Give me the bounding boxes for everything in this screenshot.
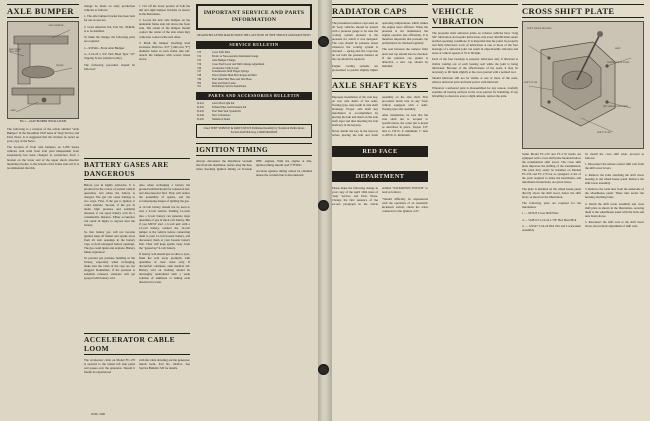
table-row — [196, 117, 312, 121]
install-step: 1. Disconnect the remote control shift rods from the shift tower levers. — [585, 162, 644, 171]
paragraph: change be made on early production vehicles as follows: — [84, 4, 135, 13]
dealer-bulletin-note: DEALER BULLETINS MAILED SINCE THE LAST ISSUE OF 'JEEP' SERVICE AND PARTS NEWS — [197, 33, 311, 37]
paragraph: "Should difficulty be experienced with the operation of an automatic kickdown switch, check the wires connected to the ignition coil". — [382, 196, 428, 213]
battery-gases-body — [84, 183, 190, 329]
paragraph: Always disconnect the distributor vacuum line from the distributor, before plug the line, when checking ignition timing on Tornado OHC engines. With the engine at idle, ignition timing should read 5° BTDC. — [196, 158, 312, 171]
section-title-radiator-caps: RADIATOR CAPS — [332, 4, 428, 18]
bulletin-text: Exhaust Pipe and Extension Kit — [212, 106, 247, 110]
paragraph: with the cable abrading out the generator, install loom, Part No. 644011, See Service Bulletin 726 for details. — [139, 358, 190, 371]
bulletin-text: Fuel Tank Filler Hose and Vent Hose — [212, 77, 252, 81]
bulletin-text: New Carburetors — [212, 113, 231, 117]
axle-shaft-keys-body — [332, 95, 428, 139]
column-axle-bumper — [7, 4, 79, 417]
paragraph: To install the cross shift plate, proceed as follows: — [585, 152, 644, 161]
bulletin-text: Cross Shift Plate — [212, 51, 231, 55]
bulletin-number: 748 — [197, 74, 202, 78]
red-face-title: RED FACE — [332, 146, 428, 157]
column-bulletins — [196, 4, 312, 417]
figure-label: WHEEL HOUSE PANEL — [607, 62, 630, 64]
paragraph: The following parts are required for the installation: — [522, 200, 581, 209]
section-title-battery-gases: BATTERY GASES ARE DANGEROUS — [84, 158, 190, 180]
bulletin-text: Erratic or Non-operative Instrument Gauge — [212, 55, 259, 59]
paragraph: Each of the four bearings is properly lubricated only if lubricant is visible coming out of each bearing seal while the joint is being lubricated. Because of the effectiveness of the seals, it may be necessary to lift them slightly at the cross journal with a pointed tool. — [432, 57, 518, 74]
figure-caption: FIG. 1—AXLE BUMPER INSTALLATION — [19, 120, 67, 123]
accelerator-body — [84, 358, 190, 374]
parts-line: 4 — 122547 5-16-24 Hex Nut and Lockwasher Assembly — [522, 224, 581, 233]
paragraph: 1. Cut off the lower portion of both the left and right bumper brackets as shown in the illustration. — [139, 4, 190, 17]
paragraph: The location of front axle bumpers on J-200 Series vehicles with solid front axle (and independent front suspension) has been changed in production from a bracket on the lower end of the upper shock absorber mounting bracket, to the bottom of the frame side rail. It is recommended that this — [7, 145, 79, 170]
paragraph: The pressurized radiator caps used on all 'Jeep' vehicles should be treated with a pressure gauge to be sure the cooling system pressure is the pressure for which it was designed. The caps should be pressure tested whenever the cooling system is checked — spring and fall. Caps that do not hold the pressure marked on the cap should be replaced. — [332, 21, 378, 62]
bulletin-text: Glove Box Light Kit — [212, 102, 235, 106]
bulletin-text: Transmission Shift Finger Springs — [212, 70, 249, 74]
bulletin-number: 723 — [197, 51, 202, 55]
figure-label: AXLE BUMPER — [48, 25, 64, 27]
paragraph: To make the change, the following parts are required: — [84, 35, 135, 44]
bulletin-number: D-243 — [197, 110, 204, 114]
paragraph: Accurate ignition timing cannot be obtained unless the vacuum line is disconnected. — [256, 168, 312, 177]
paragraph: Some Model FC-150 and FC-170 trucks are equipped with a cross shift plate mounted below the transmission shift tower. The cross shift plate improves the shifting of the transmission. The plate may easily be installed on Models FC-150 and FC-170 not so equipped. A list of the parts required to make the installation, and installation instructions, are given below. — [522, 152, 581, 185]
binder-hole-icon — [318, 200, 329, 211]
paragraph: To prevent gas pressure building in the battery, especially when recharging, make sure the vents in the caps are not plugged. Remember, if the pressure is suddenly released, someone will get sprayed with battery acid. — [84, 256, 135, 281]
paragraph: The plate is installed on the wheel house panel directly above the shift tower, below the shift lever, as shown in the illustration. — [522, 186, 581, 199]
binder-hole-icon — [318, 36, 329, 47]
bulletin-text: Preliminary Service Installation — [212, 85, 247, 89]
binder-hole-icon — [318, 364, 329, 375]
cross-shift-plate-figure — [522, 21, 644, 149]
paragraph: The seal between the radiator filler neck and cap should also be checked. If the pressure cap gasket is defective, a new cap should be installed. — [382, 47, 428, 68]
axle-bumper-body — [7, 127, 79, 170]
paragraph: Never install the key in the keyway before placing the hub and drum assembly on the axle shaft. This procedure holds true in any 'Jeep' vehicle equipped with a semi-floating type axle assembly. — [332, 94, 428, 138]
column-cross-shift-plate — [522, 4, 644, 417]
paragraph: After installation, be sure that the axle shaft nut is torqued to specifications, the cotter pin is keyed as described in place. Torque 5-8" nuts to 150 lb. ft. minimum, 1" nuts to 200 lb. ft. minimum. — [382, 113, 428, 138]
paragraph: The propeller shaft universal joints on 2-Series vehicles have "long life" lubrication and require lubrication only every $6,000 miles under normal operating conditions. It is important that the joints be properly and fully lubricated. Lack of lubrication at one or more of the four bearings of a universal joint can result in objectionable vibration and noise at vehicle speeds of 55 to 60 mph. — [432, 31, 518, 56]
paragraph: If battery acid should get on skin or eyes, flush the acid away promptly with quantities of clear water only. If discomfort continues, seek medical aid. Battery acid on clothing should be thoroughly neutralized with a weak solution of ammonia or baking soda dissolved in water. — [139, 252, 190, 285]
bulletin-number: D-245 — [197, 117, 204, 121]
bulletin-text: Axle Bumper Change — [212, 59, 236, 63]
publisher-note: Used 'JEEP' SERVICE & PARTS NEWS Published monthly by Technical Publications Section KAISER Jeep CORPORATION — [196, 124, 312, 138]
ignition-timing-body — [196, 159, 312, 177]
paragraph: Also when recharging a battery the ground terminal should be connected last, and disconnected first. Thus will reduce the possibility of sparks, and the accompanying danger of igniting the gas. — [139, 183, 190, 204]
paragraph: So that battery gas will not become ignited, keep all flames and sparks away from all vent openings in the battery caps, or from uncapped battery openings. The gas could ignite and explode. Battery fumes cigarettes! — [84, 229, 135, 254]
paragraph: The following is a revision of the article entitled "Axle Bumper" in the December 1947 issue of 'Jeep' Service and Parts News. It is suggested that the revision be noted on your copy of the News. — [7, 127, 79, 144]
bulletin-number: D-244 — [197, 113, 204, 117]
bulletin-number: 760 — [197, 81, 202, 85]
column-radiator-caps — [332, 4, 428, 417]
table-row — [196, 85, 312, 89]
figure-label: NUT AND LOCKWASHER — [603, 106, 629, 108]
department-title: DEPARTMENT — [332, 171, 428, 182]
bulletin-text: Fuel Tank Vent System Kit — [212, 110, 241, 114]
paragraph: Should lubricant still not be visible at one or more of the seals, remove universal joint and hand pack it with lubricant. — [432, 75, 518, 84]
axle-bumper-continued — [84, 4, 190, 154]
service-bulletin-bar: SERVICE BULLETIN — [196, 41, 312, 49]
section-title-vehicle-vibration: VEHICLE VIBRATION — [432, 4, 518, 28]
parts-line: 1 — 937625 Cross Shift Plate — [522, 211, 559, 216]
bulletin-text: Non-Cylinder Head Bolt Torque and Bolt — [212, 74, 257, 78]
install-step: 5. Reconnect the shift rods to the shift tower levers and recheck adjustment of shift rods. — [585, 220, 644, 229]
section-title-cross-shift-plate: CROSS SHIFT PLATE — [522, 4, 644, 18]
paragraph: 1—933546—Front Axle Bumper — [84, 45, 125, 50]
paragraph: Before you in highly explosive. It is produced in the course of normal vehicle operation, and when the battery is charged. The gas can cause damage to two ways. First, if the gas is ignited, it could explode. Second, if the gas in under high pressure and suddenly released, it can spray battery acid for a considerable distance. Either occurrence can result in injury to anyone near the battery. — [84, 183, 135, 228]
install-step: 3. Remove the weld nuts from the underside of the wheelhouse panel. These nuts secure the housing attaching bolts. — [585, 187, 644, 200]
bulletin-number: D-242 — [197, 106, 204, 110]
column-battery — [84, 4, 190, 417]
install-step: 2. Remove the bolts attaching the shift tower housing to the wheel house panel. Remove the shift tower assembly. — [585, 172, 644, 185]
figure-label: BOLT — [615, 48, 621, 50]
figure-label: AXLE — [10, 110, 16, 112]
paragraph: The accelerator cable on Model FC-170 is secured to the tunnel left side panel and passes over the generator. Should it finally be experienced — [84, 358, 135, 375]
figure-label: FRAME — [56, 65, 64, 67]
bulletin-number: 726 — [197, 62, 202, 66]
section-title-ignition-timing: IGNITION TIMING — [196, 143, 312, 156]
bulletin-text: Cross Shaft Lever and Shift Linkage Adjustment — [212, 62, 265, 66]
paragraph: A 12-volt battery should not be used to start a 6-volt vehicle. Pushing 12-volts into a 6-volt battery can generate large quantities of gas in the 6-volt battery. But if you MUST start a 6-volt unit with a 12-volt battery, connect the 12-volt jumper to the vehicle before connecting them to your 12-volt booster battery, and disconnect them at your booster battery first. Then will keep sparks away from the "gassed up" 6-volt battery. — [139, 205, 190, 250]
paragraph: Please make the following change in your copy of the April 1964 issue of 'Jeep' Service and Parts News. Change the first sentence of the second paragraph in the article entitled "KICKDOWN SWITCH" to read as follows: — [332, 186, 428, 207]
bulletin-number: 747 — [197, 70, 202, 74]
figure-label: MOUNTING BRACKET — [9, 49, 21, 54]
section-title-axle-shaft-keys: AXLE SHAFT KEYS — [332, 78, 428, 92]
parts-bulletin-bar: PARTS AND ACCESSORIES BULLETIN — [196, 92, 312, 100]
parts-bulletin-table — [196, 102, 312, 121]
paragraph: Engine cooling systems are pressurized to permit slightly higher operating temperatures which makes the engine more efficient. When the pressure is not maintained, the engine operates less efficiently. It is therefore important that pressure cap performance be checked regularly. — [332, 21, 428, 72]
paragraph: 2. Locate the new axle bumper on the underside frame side rail above the front axle. The center of the bumper should contact the center of the axle when they come into contact with each other. — [139, 18, 190, 39]
paragraph: 2. Load Absorber Kit, Part No. 934046, is to be installed. — [84, 24, 135, 33]
important-info-box: IMPORTANT SERVICE AND PARTS INFORMATION — [196, 4, 312, 30]
paragraph: Improper installation of the axle key, on rear axle shafts of the semi-floating type, may result in axle shaft breakage. Proper axle shaft key installation is accomplished by placing the hub and drum on the axle shaft taper and then inserting the axle shaft key in the keyway. — [332, 94, 378, 127]
bulletin-number: 724 — [197, 55, 202, 59]
section-title-accelerator-cable-loom: ACCELERATOR CABLE LOOM — [84, 333, 190, 355]
paragraph: The following procedure should be followed: — [84, 62, 135, 71]
bulletin-text: Dust and Water Leaks — [212, 81, 236, 85]
radiator-caps-body — [332, 21, 428, 72]
bulletin-number: 761 — [197, 85, 202, 89]
figure-label: SHIFT LEVER — [597, 132, 611, 134]
vehicle-vibration-body — [432, 31, 518, 98]
install-step: 4. Install the shift tower assembly and cross shift plate as shown in the illustration, securing them to the wheelhouse panel with the bolts and nuts listed above. — [585, 201, 644, 218]
figure-label: SHIFT PLATE — [524, 82, 538, 84]
figure-label: SHIFT TOWER HOUSING — [527, 28, 552, 30]
paragraph: 1. The axle bumper bracket has been bent for use as spacers. — [84, 14, 135, 23]
paragraph: 3. Mark the bumper attaching hold locations. Drill two .257" (.040 over "F") diameter holes in each frame side rail. Attach the bumpers with screws listed above. — [139, 40, 190, 61]
bulletin-number: 749 — [197, 77, 202, 81]
paragraph: Wherever a universal joint is disassembled for any reason, carefully examine all bearing surfaces in the cross journal for brinelling. If any brinelling is observed, even a slight amount, replace the joint. — [432, 86, 518, 99]
red-face-department-body — [332, 186, 428, 212]
service-bulletin-table — [196, 51, 312, 89]
bulletin-number: D-241 — [197, 102, 204, 106]
cross-shift-plate-body — [522, 152, 644, 233]
axle-bumper-figure — [7, 21, 79, 119]
bulletin-text: Accelerator Cable Loom — [212, 66, 239, 70]
column-vehicle-vibration — [432, 4, 518, 417]
paragraph: 4—5-16-24 x 3/4" Hex Head Type "10" Tapping Screw (obtain locally) — [84, 52, 135, 61]
bulletin-number: 725 — [197, 59, 202, 63]
issue-date: JUNE, 1948 — [91, 413, 105, 416]
section-title-axle-bumper: AXLE BUMPER — [7, 4, 79, 18]
bulletin-number: 746 — [197, 66, 202, 70]
bulletin-text: Numerical Index — [212, 117, 231, 121]
parts-line: 4 — 5128213 5-16-24 x 7/8" Hex Head Bolt — [522, 217, 577, 222]
